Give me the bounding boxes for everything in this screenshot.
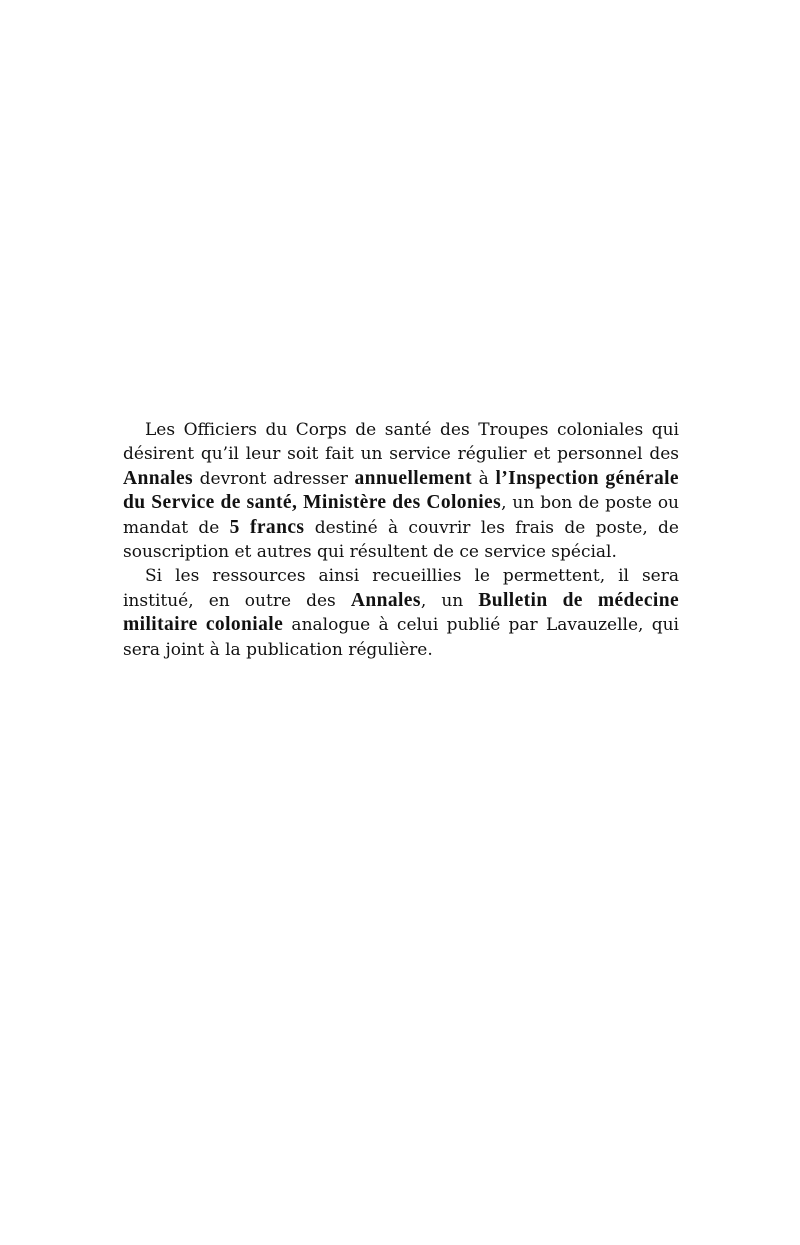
- text-span: à: [471, 468, 496, 489]
- text-span: Si les ressources ainsi recueillies le permettent, il sera institué, en outre des: [123, 566, 679, 611]
- emphasis-bulletin-title: Bulletin de médecine militaire coloniale: [123, 589, 679, 636]
- notice-paragraph-bulletin: [123, 564, 679, 662]
- emphasis-inspection-address: l’Inspection générale du Service de santé, Ministère des Colonies: [123, 467, 679, 514]
- emphasis-annales: Annales: [350, 589, 421, 611]
- text-span: analogue à celui publié par Lavauzelle, qui sera joint à la publication régulière.: [123, 615, 679, 660]
- emphasis-annuellement: annuellement: [354, 467, 472, 489]
- notice-text: [123, 418, 679, 662]
- emphasis-annales: Annales: [123, 467, 193, 489]
- notice-paragraph-subscription: [123, 418, 679, 564]
- text-span: , un bon de poste ou mandat de: [123, 493, 680, 538]
- emphasis-amount: 5 francs: [229, 516, 305, 538]
- text-span: Les Officiers du Corps de santé des Troupes coloniales qui désirent qu’il leur soit fait un service régulier et personnel des: [123, 420, 679, 465]
- text-span: devront adresser: [192, 468, 355, 489]
- text-span: destiné à couvrir les frais de poste, de souscription et autres qui résultent de ce service spécial.: [123, 517, 679, 563]
- text-span: , un: [420, 590, 479, 611]
